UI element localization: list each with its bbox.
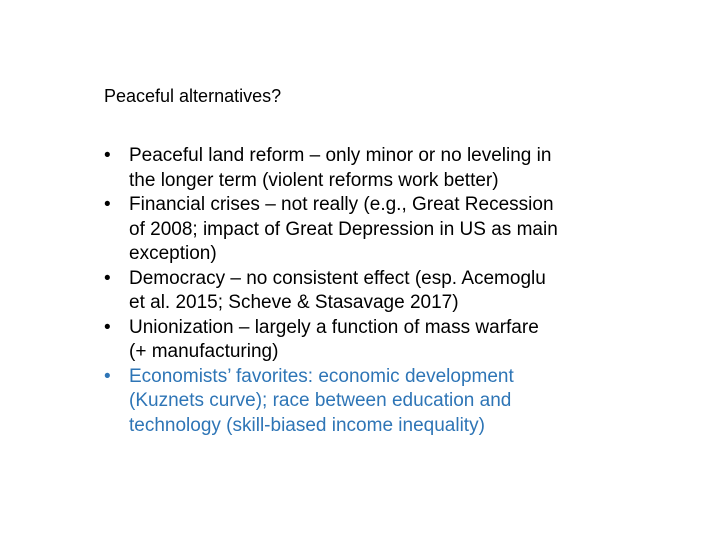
bullet-item-unionization	[104, 316, 664, 365]
bullet-item-financial-crises	[104, 193, 664, 267]
bullet-marker: •	[104, 267, 111, 289]
bullet-line: (Kuznets curve); race between education and	[129, 390, 512, 411]
bullet-line: (+ manufacturing)	[129, 341, 279, 362]
bullet-line: of 2008; impact of Great Depression in US as main	[129, 218, 558, 240]
bullet-line: exception)	[129, 243, 217, 264]
bullet-line: Peaceful land reform – only minor or no leveling in	[129, 145, 552, 166]
bullet-line: Economists’ favorites: economic development	[129, 365, 514, 387]
bullet-list	[104, 144, 664, 438]
bullet-line: technology (skill-biased income inequality)	[129, 414, 485, 436]
bullet-marker: •	[104, 316, 111, 338]
bullet-marker: •	[104, 194, 111, 215]
bullet-item-land-reform	[104, 144, 664, 193]
bullet-item-democracy	[104, 267, 664, 316]
slide-title: Peaceful alternatives?	[104, 86, 282, 106]
bullet-line: the longer term (violent reforms work better)	[129, 169, 499, 191]
bullet-line: Financial crises – not really (e.g., Great Recession	[129, 194, 554, 215]
bullet-marker: •	[104, 365, 111, 387]
bullet-line: et al. 2015; Scheve & Stasavage 2017)	[129, 292, 459, 313]
bullet-item-economists-favorites	[104, 365, 664, 439]
bullet-marker: •	[104, 145, 111, 166]
bullet-line: Democracy – no consistent effect (esp. Acemoglu	[129, 267, 546, 289]
bullet-line: Unionization – largely a function of mass warfare	[129, 316, 539, 338]
